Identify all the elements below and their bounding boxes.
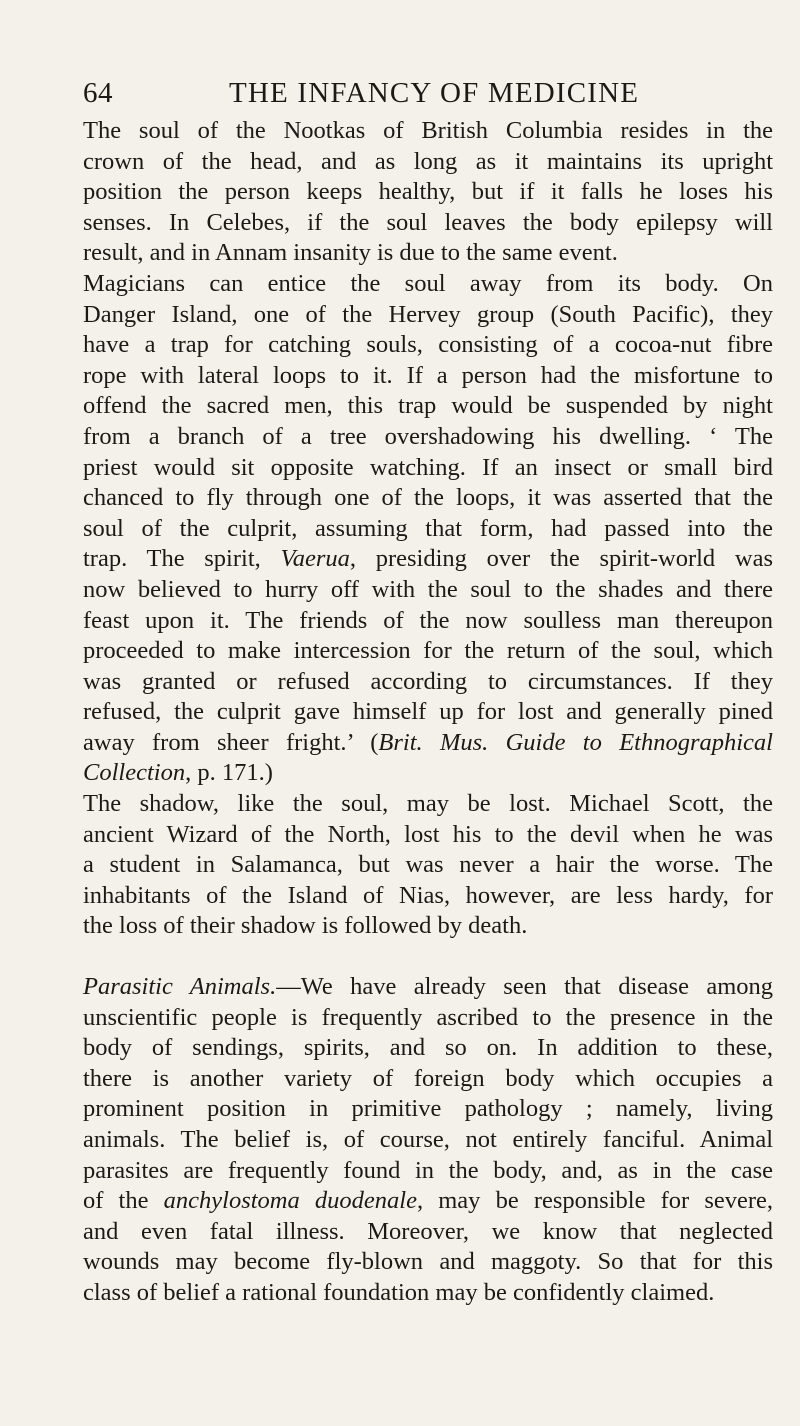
text-line: inhabitants of the Island of Nias, however, are less hardy, for — [83, 881, 773, 909]
italic-citation-title-end: Collection — [83, 759, 186, 787]
text-line: proceeded to make intercession for the return of the soul, which — [83, 637, 773, 665]
text-line-citation-end — [83, 758, 773, 789]
paragraph-parasitic-animals — [83, 972, 773, 1309]
text-fragment: , p. 171.) — [185, 759, 273, 787]
text-line: feast upon it. The friends of the now soulless man thereupon — [83, 606, 773, 634]
text-line: prominent position in primitive pathology ; namely, living — [83, 1095, 773, 1123]
text-line: offend the sacred men, this trap would be suspended by night — [83, 392, 773, 420]
text-fragment: of the — [83, 1187, 164, 1215]
paragraph-magicians — [83, 269, 773, 789]
text-line: parasites are frequently found in the body, and, as in the case — [83, 1156, 773, 1184]
text-line: result, and in Annam insanity is due to the same event. — [83, 239, 618, 267]
text-line-citation — [83, 728, 773, 759]
text-fragment: away from sheer fright.’ ( — [83, 728, 379, 756]
text-line: the loss of their shadow is followed by death. — [83, 912, 528, 940]
text-line: The soul of the Nootkas of British Columbia resides in the — [83, 117, 773, 144]
text-line: chanced to fly through one of the loops, it was asserted that the — [83, 484, 773, 512]
italic-term-anchylostoma: anchylostoma duodenale — [163, 1187, 417, 1215]
text-line: The shadow, like the soul, may be lost. Michael Scott, the — [83, 790, 773, 818]
text-line: body of sendings, spirits, and so on. In addition to these, — [83, 1034, 773, 1062]
text-line: Danger Island, one of the Hervey group (South Pacific), they — [83, 300, 773, 328]
text-line: and even fatal illness. Moreover, we know that neglected — [83, 1217, 773, 1245]
text-line: refused, the culprit gave himself up for lost and generally pined — [83, 698, 773, 726]
text-line-anchylostoma — [83, 1186, 773, 1217]
italic-term-vaerua: Vaerua — [280, 545, 350, 573]
text-line: have a trap for catching souls, consisting of a cocoa-nut fibre — [83, 331, 773, 359]
text-line: position the person keeps healthy, but if it falls he loses his — [83, 178, 773, 206]
text-fragment: trap. The spirit, — [83, 545, 281, 573]
paragraph-nootkas-soul — [83, 116, 773, 269]
text-line: class of belief a rational foundation may be confidently claimed. — [83, 1278, 715, 1306]
text-line: there is another variety of foreign body which occupies a — [83, 1064, 773, 1092]
page-number: 64 — [83, 77, 113, 109]
text-line: priest would sit opposite watching. If an insect or small bird — [83, 453, 773, 481]
text-line: a student in Salamanca, but was never a hair the worse. The — [83, 851, 773, 879]
body-text — [83, 116, 773, 1309]
text-line: now believed to hurry off with the soul to the shades and there — [83, 575, 773, 603]
text-line: from a branch of a tree overshadowing his dwelling. ‘ The — [83, 422, 773, 450]
paragraph-shadow — [83, 789, 773, 942]
page-header — [83, 70, 773, 116]
text-line: ancient Wizard of the North, lost his to the devil when he was — [83, 820, 773, 848]
text-fragment: , may be responsible for severe, — [416, 1187, 774, 1215]
text-fragment: , presiding over the spirit-world was — [349, 545, 773, 573]
text-line-section-heading — [83, 972, 773, 1003]
text-line: wounds may become fly-blown and maggoty. So that for this — [83, 1248, 773, 1276]
text-line: rope with lateral loops to it. If a person had the misfortune to — [83, 361, 773, 389]
italic-citation-title: Brit. Mus. Guide to Ethnographical — [378, 728, 773, 756]
text-line: soul of the culprit, assuming that form, had passed into the — [83, 514, 773, 542]
text-line: was granted or refused according to circumstances. If they — [83, 667, 773, 695]
text-fragment: —We have already seen that disease among — [276, 973, 774, 1001]
text-line: animals. The belief is, of course, not entirely fanciful. Animal — [83, 1126, 773, 1153]
section-heading-italic: Parasitic Animals. — [83, 973, 277, 1001]
running-title: THE INFANCY OF MEDICINE — [229, 77, 640, 109]
text-line: unscientific people is frequently ascribed to the presence in the — [83, 1003, 773, 1031]
text-line-vaerua — [83, 544, 773, 575]
text-line: senses. In Celebes, if the soul leaves the body epilepsy will — [83, 208, 773, 236]
text-line: crown of the head, and as long as it maintains its upright — [83, 147, 773, 175]
text-line: Magicians can entice the soul away from its body. On — [83, 269, 773, 297]
book-page — [83, 70, 773, 1309]
